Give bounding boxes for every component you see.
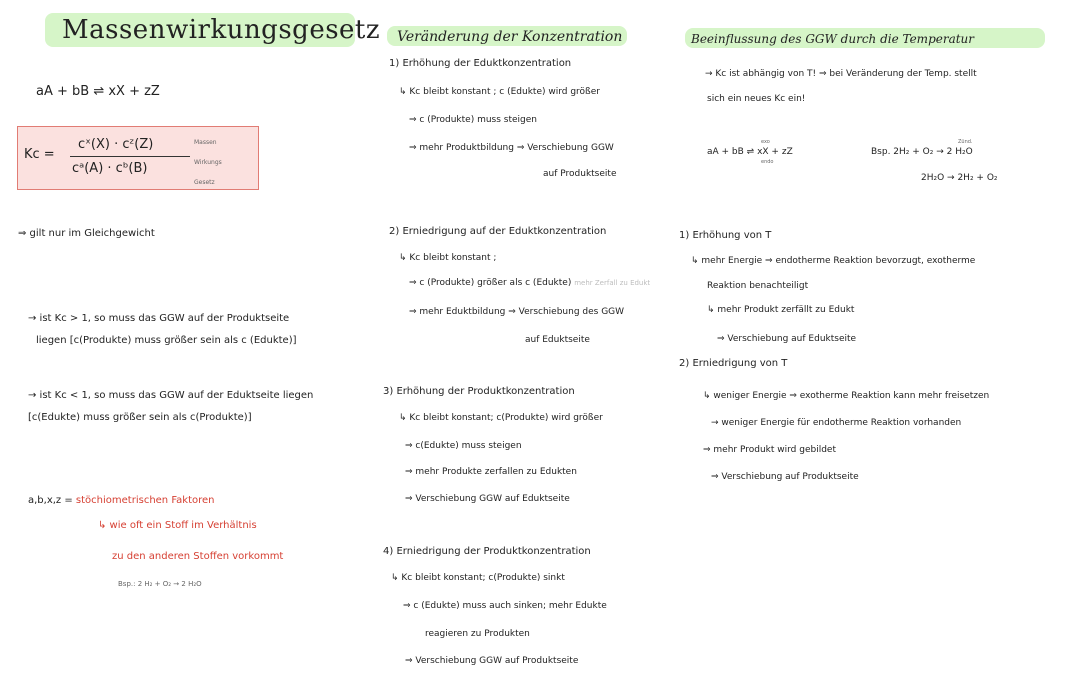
temp-example1-note: Zünd. [958, 139, 973, 145]
t1-line1: ↳ mehr Energie ⇒ endotherme Reaktion bevorzugt, exotherme [691, 256, 976, 266]
s1-line4: auf Produktseite [543, 169, 617, 179]
kc-lhs: Kc = [24, 147, 55, 162]
stoich-explain1: ↳ wie oft ein Stoff im Verhältnis [98, 520, 257, 531]
kc-less-line1: → ist Kc < 1, so muss das GGW auf der Eduktseite liegen [28, 390, 314, 401]
s4-line4: ⇒ Verschiebung GGW auf Produktseite [405, 656, 579, 666]
s1-line1: ↳ Kc bleibt konstant ; c (Edukte) wird größer [399, 87, 600, 97]
stoich-label: a,b,x,z = [28, 495, 76, 506]
fraction-line [70, 156, 190, 157]
t1-line2: Reaktion benachteiligt [707, 281, 809, 291]
gleichgewicht-note: ⇒ gilt nur im Gleichgewicht [18, 228, 155, 239]
temp-reaction-endo: endo [761, 159, 774, 165]
t2-line3: ⇒ mehr Produkt wird gebildet [703, 445, 836, 455]
kc-greater-line2: liegen [c(Produkte) muss größer sein als c (Edukte)] [36, 335, 297, 346]
s2-line4: auf Eduktseite [525, 335, 590, 345]
page-title: Massenwirkungsgesetz [62, 15, 381, 45]
s1-line3: ⇒ mehr Produktbildung ⇒ Verschiebung GGW [409, 143, 614, 153]
stoich-term: stöchiometrischen Faktoren [75, 495, 215, 506]
s2-line1: ↳ Kc bleibt konstant ; [399, 253, 497, 263]
s4-line1: ↳ Kc bleibt konstant; c(Produkte) sinkt [391, 573, 565, 583]
s1-heading: 1) Erhöhung der Eduktkonzentration [389, 58, 572, 69]
column-konzentration [375, 0, 675, 675]
box-tag-gesetz: Gesetz [194, 179, 215, 186]
kc-greater-line1: → ist Kc > 1, so muss das GGW auf der Produktseite [28, 313, 290, 324]
box-tag-wirkungs: Wirkungs [194, 159, 222, 166]
s4-line3: reagieren zu Produkten [425, 629, 530, 639]
s1-line2: ⇒ c (Produkte) muss steigen [409, 115, 537, 125]
temp-intro1: → Kc ist abhängig von T! ⇒ bei Veränderung der Temp. stellt [705, 69, 977, 79]
kc-denominator: cᵃ(A) · cᵇ(B) [72, 161, 148, 176]
temp-reaction: aA + bB ⇌ xX + zZ [707, 147, 793, 157]
temp-intro2: sich ein neues Kc ein! [707, 94, 806, 104]
temp-example2: 2H₂O → 2H₂ + O₂ [921, 173, 998, 183]
kc-formula-box [17, 126, 259, 190]
temp-example1: Bsp. 2H₂ + O₂ → 2 H₂O [871, 147, 973, 157]
t2-line2: → weniger Energie für endotherme Reaktion vorhanden [711, 418, 962, 428]
s4-heading: 4) Erniedrigung der Produktkonzentration [383, 546, 591, 557]
s2-heading: 2) Erniedrigung auf der Eduktkonzentration [389, 226, 607, 237]
s2-line2-text: ⇒ c (Produkte) größer als c (Edukte) [409, 278, 572, 288]
column-mwg [0, 0, 381, 675]
t2-line1: ↳ weniger Energie ⇒ exotherme Reaktion kann mehr freisetzen [703, 391, 990, 401]
general-reaction: aA + bB ⇌ xX + zZ [36, 84, 160, 99]
s4-line2: ⇒ c (Edukte) muss auch sinken; mehr Edukte [403, 601, 607, 611]
kc-numerator: cˣ(X) · cᶻ(Z) [78, 137, 154, 152]
s2-line2 [409, 277, 650, 289]
t2-line4: ⇒ Verschiebung auf Produktseite [711, 472, 859, 482]
stoich-explain2: zu den anderen Stoffen vorkommt [112, 551, 284, 562]
t2-heading: 2) Erniedrigung von T [679, 358, 788, 369]
stoich-line [28, 495, 215, 507]
t1-line3: ↳ mehr Produkt zerfällt zu Edukt [707, 305, 855, 315]
temp-reaction-exo: exo [761, 139, 770, 145]
section-title-temperatur: Beeinflussung des GGW durch die Temperatur [691, 32, 975, 46]
s3-line4: ⇒ Verschiebung GGW auf Eduktseite [405, 494, 570, 504]
box-tag-massen: Massen [194, 139, 217, 146]
s2-line3: ⇒ mehr Eduktbildung ⇒ Verschiebung des GGW [409, 307, 625, 317]
s3-line1: ↳ Kc bleibt konstant; c(Produkte) wird größer [399, 413, 603, 423]
section-title-konzentration: Veränderung der Konzentration [397, 29, 623, 45]
column-temperatur [675, 0, 1080, 675]
t1-line4: ⇒ Verschiebung auf Eduktseite [717, 334, 857, 344]
s3-line3: ⇒ mehr Produkte zerfallen zu Edukten [405, 467, 577, 477]
s2-faded-note: mehr Zerfall zu Edukt [574, 279, 651, 287]
t1-heading: 1) Erhöhung von T [679, 230, 772, 241]
s3-line2: ⇒ c(Edukte) muss steigen [405, 441, 522, 451]
kc-less-line2: [c(Edukte) muss größer sein als c(Produkte)] [28, 412, 252, 423]
s3-heading: 3) Erhöhung der Produktkonzentration [383, 386, 575, 397]
stoich-example: Bsp.: 2 H₂ + O₂ → 2 H₂O [118, 580, 202, 588]
